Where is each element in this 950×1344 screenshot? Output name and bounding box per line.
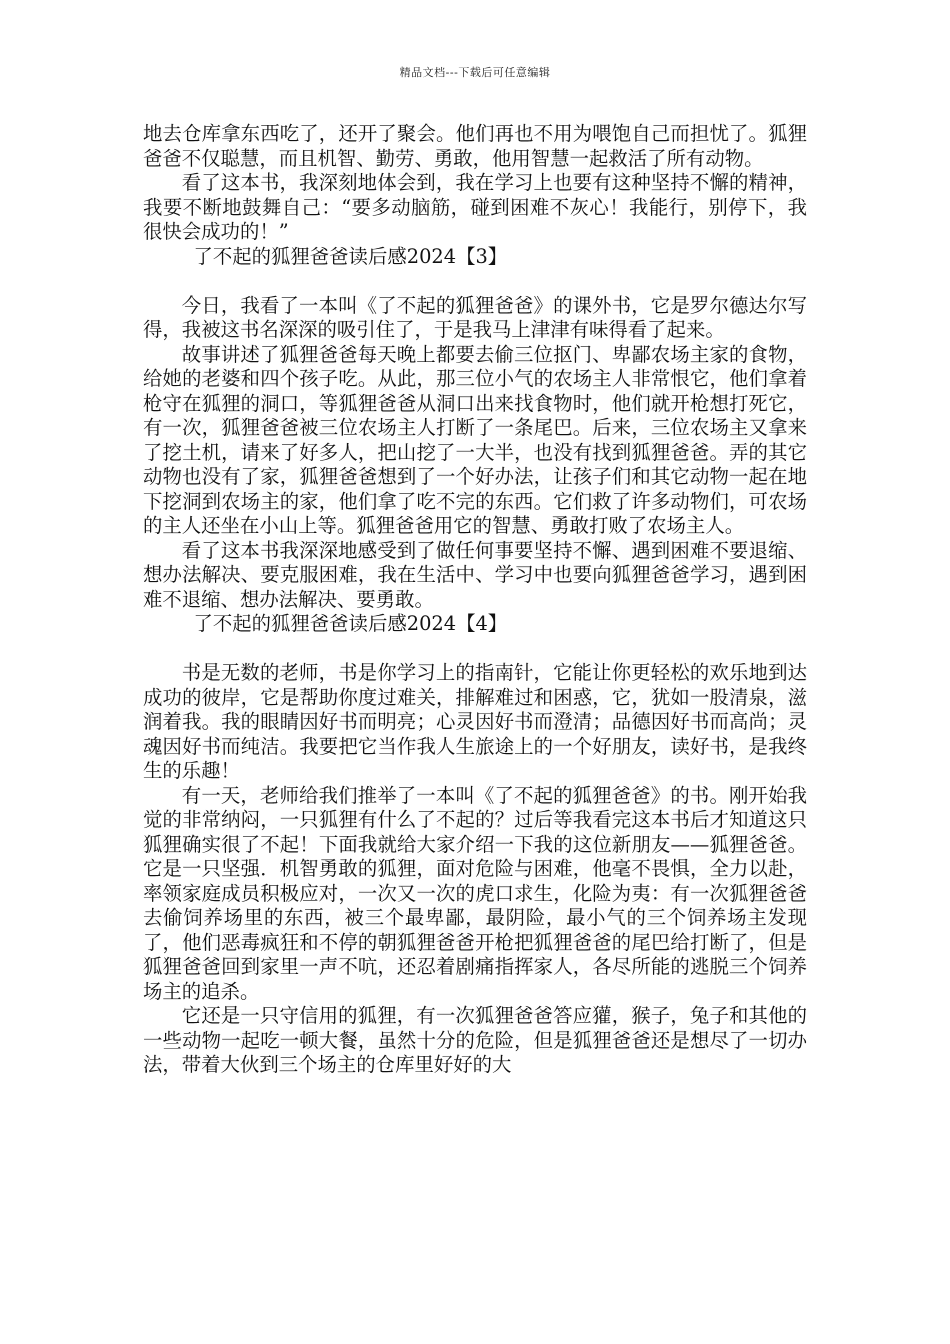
section-heading-4: 了不起的狐狸爸爸读后感2024【4】 (193, 612, 508, 635)
paragraph: 书是无数的老师，书是你学习上的指南针，它能让你更轻松的欢乐地到达成功的彼岸，它是帮助你度过难关，排解难过和困惑，它，犹如一股清泉，滋润着我。我的眼睛因好书而明亮；心灵因好书而澄清；品德因好书而高尚；灵魂因好书而纯洁。我要把它当作我人生旅途上的一个好朋友，读好书，是我终生的乐趣！ (143, 661, 807, 782)
paragraph: 今日，我看了一本叫《了不起的狐狸爸爸》的课外书，它是罗尔德达尔写得，我被这书名深深的吸引住了，于是我马上津津有味得看了起来。 (143, 293, 807, 341)
paragraph: 故事讲述了狐狸爸爸每天晚上都要去偷三位抠门、卑鄙农场主家的食物，给她的老婆和四个孩子吃。从此，那三位小气的农场主人非常恨它，他们拿着枪守在狐狸的洞口，等狐狸爸爸从洞口出来找食物时，他们就开枪想打死它，有一次，狐狸爸爸被三位农场主人打断了一条尾巴。后来，三位农场主又拿来了挖土机，请来了好多人，把山挖了一大半，也没有找到狐狸爸爸。弄的其它动物也没有了家，狐狸爸爸想到了一个好办法，让孩子们和其它动物一起在地下挖洞到农场主的家，他们拿了吃不完的东西。它们救了许多动物们，可农场的主人还坐在小山上等。狐狸爸爸用它的智慧、勇敢打败了农场主人。 (143, 342, 807, 537)
document-body (143, 122, 807, 1078)
paragraph: 有一天，老师给我们推举了一本叫《了不起的狐狸爸爸》的书。刚开始我觉的非常纳闷，一只狐狸有什么了不起的？过后等我看完这本书后才知道这只狐狸确实很了不起！下面我就给大家介绍一下我的这位新朋友——狐狸爸爸。它是一只坚强．机智勇敢的狐狸，面对危险与困难，他毫不畏惧，全力以赴，率领家庭成员积极应对，一次又一次的虎口求生，化险为夷：有一次狐狸爸爸去偷饲养场里的东西，被三个最卑鄙，最阴险，最小气的三个饲养场主发现了，他们恶毒疯狂和不停的朝狐狸爸爸开枪把狐狸爸爸的尾巴给打断了，但是狐狸爸爸回到家里一声不吭，还忍着剧痛指挥家人，各尽所能的逃脱三个饲养场主的追杀。 (143, 783, 807, 1003)
blank-line (143, 269, 807, 294)
paragraph: 地去仓库拿东西吃了，还开了聚会。他们再也不用为喂饱自己而担忧了。狐狸爸爸不仅聪慧，而且机智、勤劳、勇敢，他用智慧一起救活了所有动物。 (143, 122, 807, 170)
paragraph: 看了这本书我深深地感受到了做任何事要坚持不懈、遇到困难不要退缩、想办法解决、要克服困难，我在生活中、学习中也要向狐狸爸爸学习，遇到困难不退缩、想办法解决、要勇敢。 (143, 538, 807, 611)
page-header: 精品文档---下载后可任意编辑 (399, 66, 551, 79)
paragraph: 看了这本书，我深刻地体会到，我在学习上也要有这种坚持不懈的精神，我要不断地鼓舞自己：“要多动脑筋，碰到困难不灰心！我能行，别停下，我很快会成功的！” (143, 171, 807, 243)
blank-line (143, 637, 807, 662)
section-heading-3: 了不起的狐狸爸爸读后感2024【3】 (193, 244, 508, 268)
paragraph: 它还是一只守信用的狐狸，有一次狐狸爸爸答应獾，猴子，兔子和其他的一些动物一起吃一顿大餐，虽然十分的危险，但是狐狸爸爸还是想尽了一切办法，带着大伙到三个场主的仓库里好好的大 (143, 1004, 807, 1076)
